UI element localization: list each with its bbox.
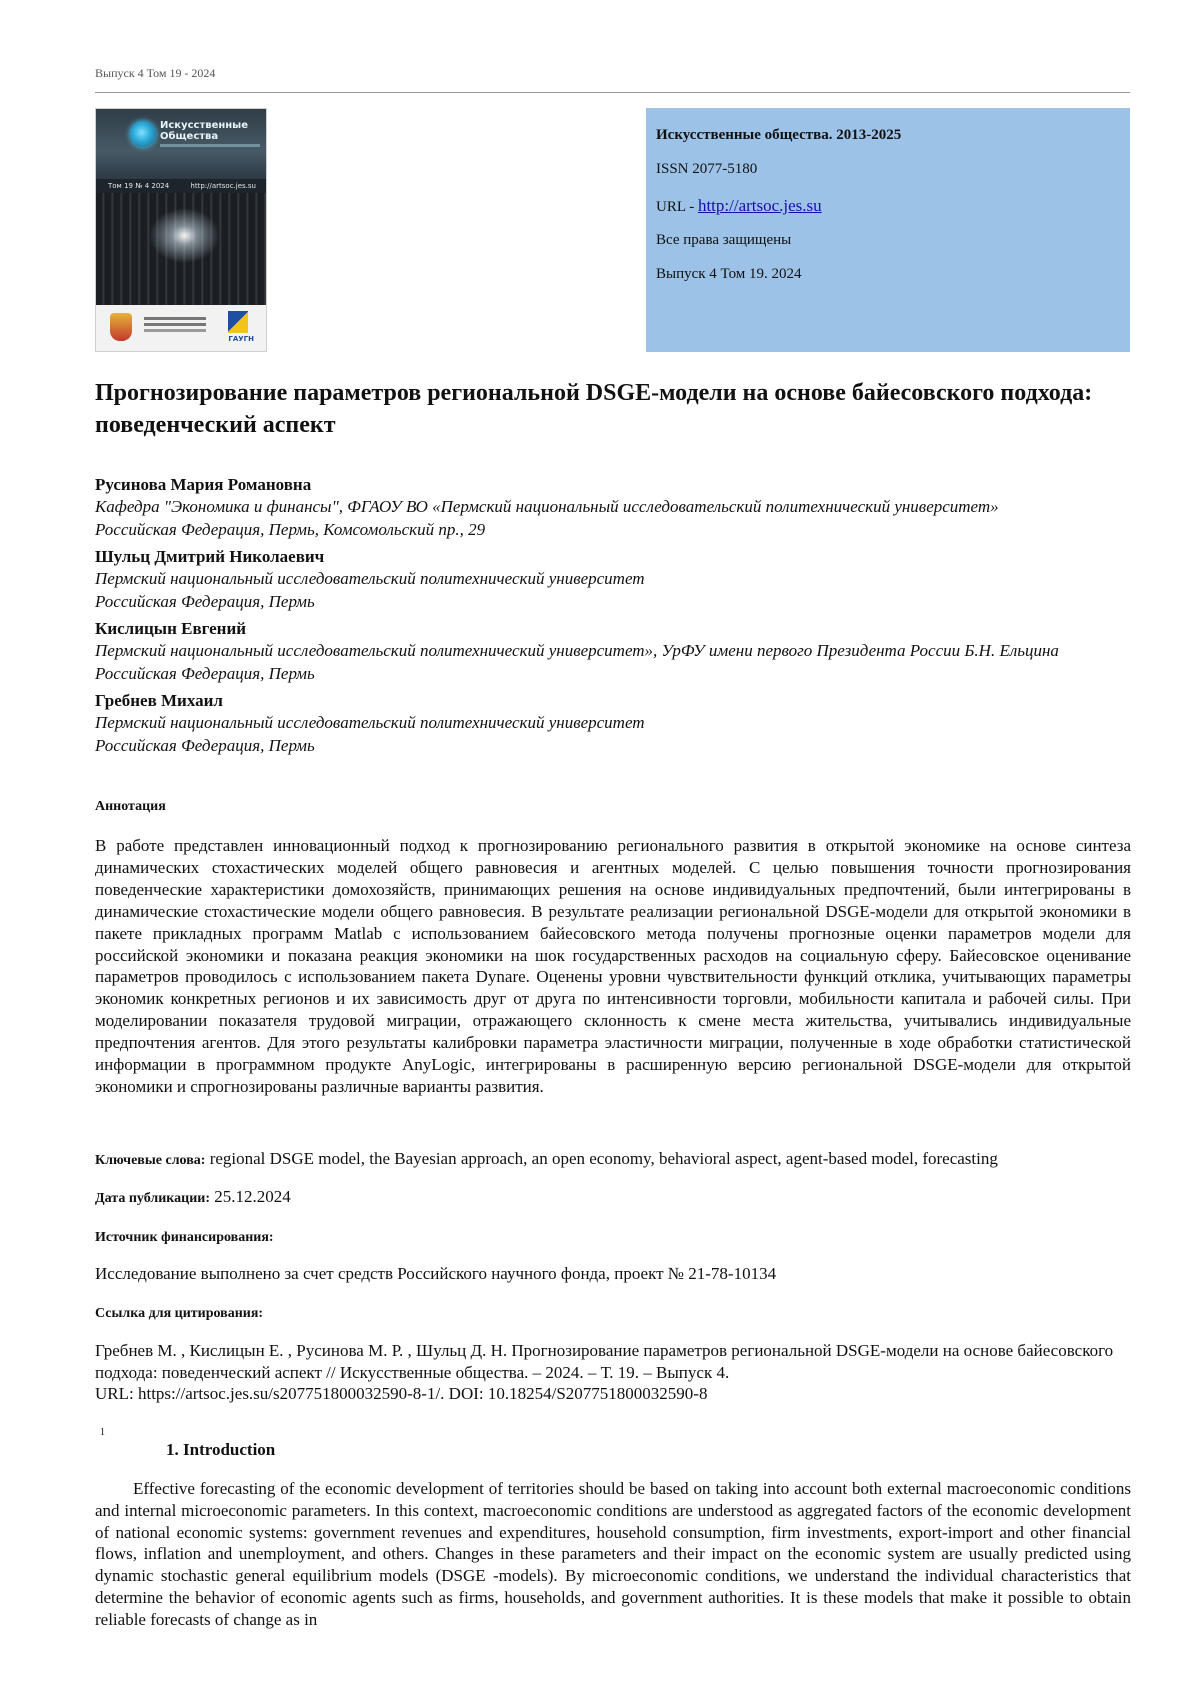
funding-heading: Источник финансирования: xyxy=(95,1230,274,1245)
author-name: Шульц Дмитрий Николаевич xyxy=(95,547,325,566)
journal-name-years: Искусственные общества. 2013-2025 xyxy=(656,127,902,143)
affiliation-line: Пермский национальный исследовательский политехнический университет», УрФУ имени первого Президента России Б.Н. Ельцина xyxy=(95,641,1059,660)
affiliation-location: Российская Федерация, Пермь xyxy=(95,591,315,611)
pubdate-label: Дата публикации: xyxy=(95,1191,210,1206)
annotation-heading: Аннотация xyxy=(95,799,166,814)
issue-info: Выпуск 4 Том 19. 2024 xyxy=(656,266,802,282)
emblem-right-icon xyxy=(228,311,248,333)
cover-artwork xyxy=(96,193,266,305)
author-affiliation xyxy=(95,640,1135,685)
cover-journal-title: Искусственные Общества xyxy=(160,120,249,142)
footnote-mark: 1 xyxy=(100,1427,105,1438)
emblem-left-icon xyxy=(110,313,132,341)
authors-block xyxy=(95,474,1135,762)
introduction-text: Effective forecasting of the economic development of territories should be based on taking into account both external macroeconomic conditions and internal microeconomic parameters. In this context, macroeconomic conditions are understood as aggregated factors of the economic development of national economic systems: government revenues and expenditures, household consumption, firm investments, export-import and other financial flows, inflation and unemployment, and others. Changes in these parameters and their impact on the economic system are usually predicted using dynamic stochastic general equilibrium models (DSGE -models). By microeconomic conditions, we understand the individual characteristics that determine the behavior of economic agents such as firms, households, and government authorities. It is these models that make it possible to obtain reliable forecasts of change as in xyxy=(95,1479,1131,1629)
affiliation-location: Российская Федерация, Пермь xyxy=(95,663,315,683)
journal-url-link[interactable]: http://artsoc.jes.su xyxy=(697,196,822,215)
author-affiliation xyxy=(95,712,1135,757)
header-rule xyxy=(95,92,1130,93)
cover-issue: Том 19 № 4 2024 xyxy=(108,182,170,190)
rights-reserved: Все права защищены xyxy=(656,232,792,248)
affiliation-location: Российская Федерация, Пермь, Комсомольский пр., 29 xyxy=(95,519,486,539)
journal-cover-image xyxy=(95,108,267,352)
cover-header xyxy=(96,109,266,179)
citation-url-doi: URL: https://artsoc.jes.su/s207751800032590-8-1/. DOI: 10.18254/S207751800032590-8 xyxy=(95,1384,708,1403)
url-line xyxy=(656,196,822,216)
citation-heading: Ссылка для цитирования: xyxy=(95,1306,264,1321)
citation-text xyxy=(95,1340,1135,1405)
cover-footer-text-lines xyxy=(144,317,206,320)
keywords-value: regional DSGE model, the Bayesian approach, an open economy, behavioral aspect, agent-based model, forecasting xyxy=(209,1149,998,1168)
affiliation-line: Пермский национальный исследовательский политехнический университет xyxy=(95,569,645,588)
pubdate-value: 25.12.2024 xyxy=(214,1187,291,1206)
abstract-text: В работе представлен инновационный подход к прогнозированию регионального развития в открытой экономике на основе синтеза динамических стохастических моделей общего равновесия и агентных моделей. С целью повышения точности прогнозирования поведенческие характеристики домохозяйств, принимающих решения на основе индивидуальных предпочтений, были интегрированы в динамические стохастические модели общего равновесия. В результате реализации региональной DSGE-модели для открытой экономики в пакете прикладных программ Matlab с использованием байесовского метода получены прогнозные оценки параметров модели для российской экономики и показана реакция экономики на шок государственных расходов на социальную сферу. Байесовское оценивание параметров проводилось с использованием пакета Dynare. Оценены уровни чувствительности функций отклика, учитывающих параметры экономик конкретных регионов и их зависимость друг от друга по интенсивности торговли, мобильности капитала и рабочей силы. При моделировании показателя трудовой миграции, отражающего склонность к смене места жительства, учитывались индивидуальные предпочтения агентов. Для этого результаты калибровки параметра эластичности миграции, полученные в ходе обработки статистической информации в программном продукте AnyLogic, интегрированы в расширенную версию региональной DSGE-модели для открытой экономики и спрогнозированы различные варианты развития. xyxy=(95,836,1131,1096)
issn: ISSN 2077-5180 xyxy=(656,161,758,177)
cover-footer xyxy=(96,305,266,352)
affiliation-line: Кафедра "Экономика и финансы", ФГАОУ ВО «Пермский национальный исследовательский политехнический университет» xyxy=(95,497,999,516)
author-affiliation xyxy=(95,496,1135,541)
citation-reference: Гребнев М. , Кислицын Е. , Русинова М. Р. , Шульц Д. Н. Прогнозирование параметров региональной DSGE-модели на основе байесовского подхода: поведенческий аспект // Искусственные общества. – 2024. – Т. 19. – Выпуск 4. xyxy=(95,1341,1114,1382)
article-title: Прогнозирование параметров региональной DSGE-модели на основе байесовского подхода: поведенческий аспект xyxy=(95,380,1093,438)
keywords xyxy=(95,1149,1135,1169)
running-head: Выпуск 4 Том 19 - 2024 xyxy=(95,66,216,80)
cover-issue-strip xyxy=(96,179,266,193)
introduction-heading: 1. Introduction xyxy=(166,1440,276,1459)
keywords-label: Ключевые слова: xyxy=(95,1153,206,1168)
affiliation-location: Российская Федерация, Пермь xyxy=(95,735,315,755)
publication-date xyxy=(95,1187,291,1207)
cover-subtitle-bar xyxy=(160,144,260,147)
author-name: Русинова Мария Романовна xyxy=(95,475,312,494)
cover-url: http://artsoc.jes.su xyxy=(190,182,256,190)
funding-text: Исследование выполнено за счет средств Российского научного фонда, проект № 21-78-10134 xyxy=(95,1264,777,1283)
journal-info-box xyxy=(646,108,1130,352)
affiliation-line: Пермский национальный исследовательский политехнический университет xyxy=(95,713,645,732)
url-prefix: URL - xyxy=(656,199,698,215)
author-affiliation xyxy=(95,568,1135,613)
author-name: Кислицын Евгений xyxy=(95,619,247,638)
brain-logo-icon xyxy=(130,121,156,147)
author-name: Гребнев Михаил xyxy=(95,691,223,710)
emblem-right-label: ГАУГН xyxy=(228,335,254,343)
